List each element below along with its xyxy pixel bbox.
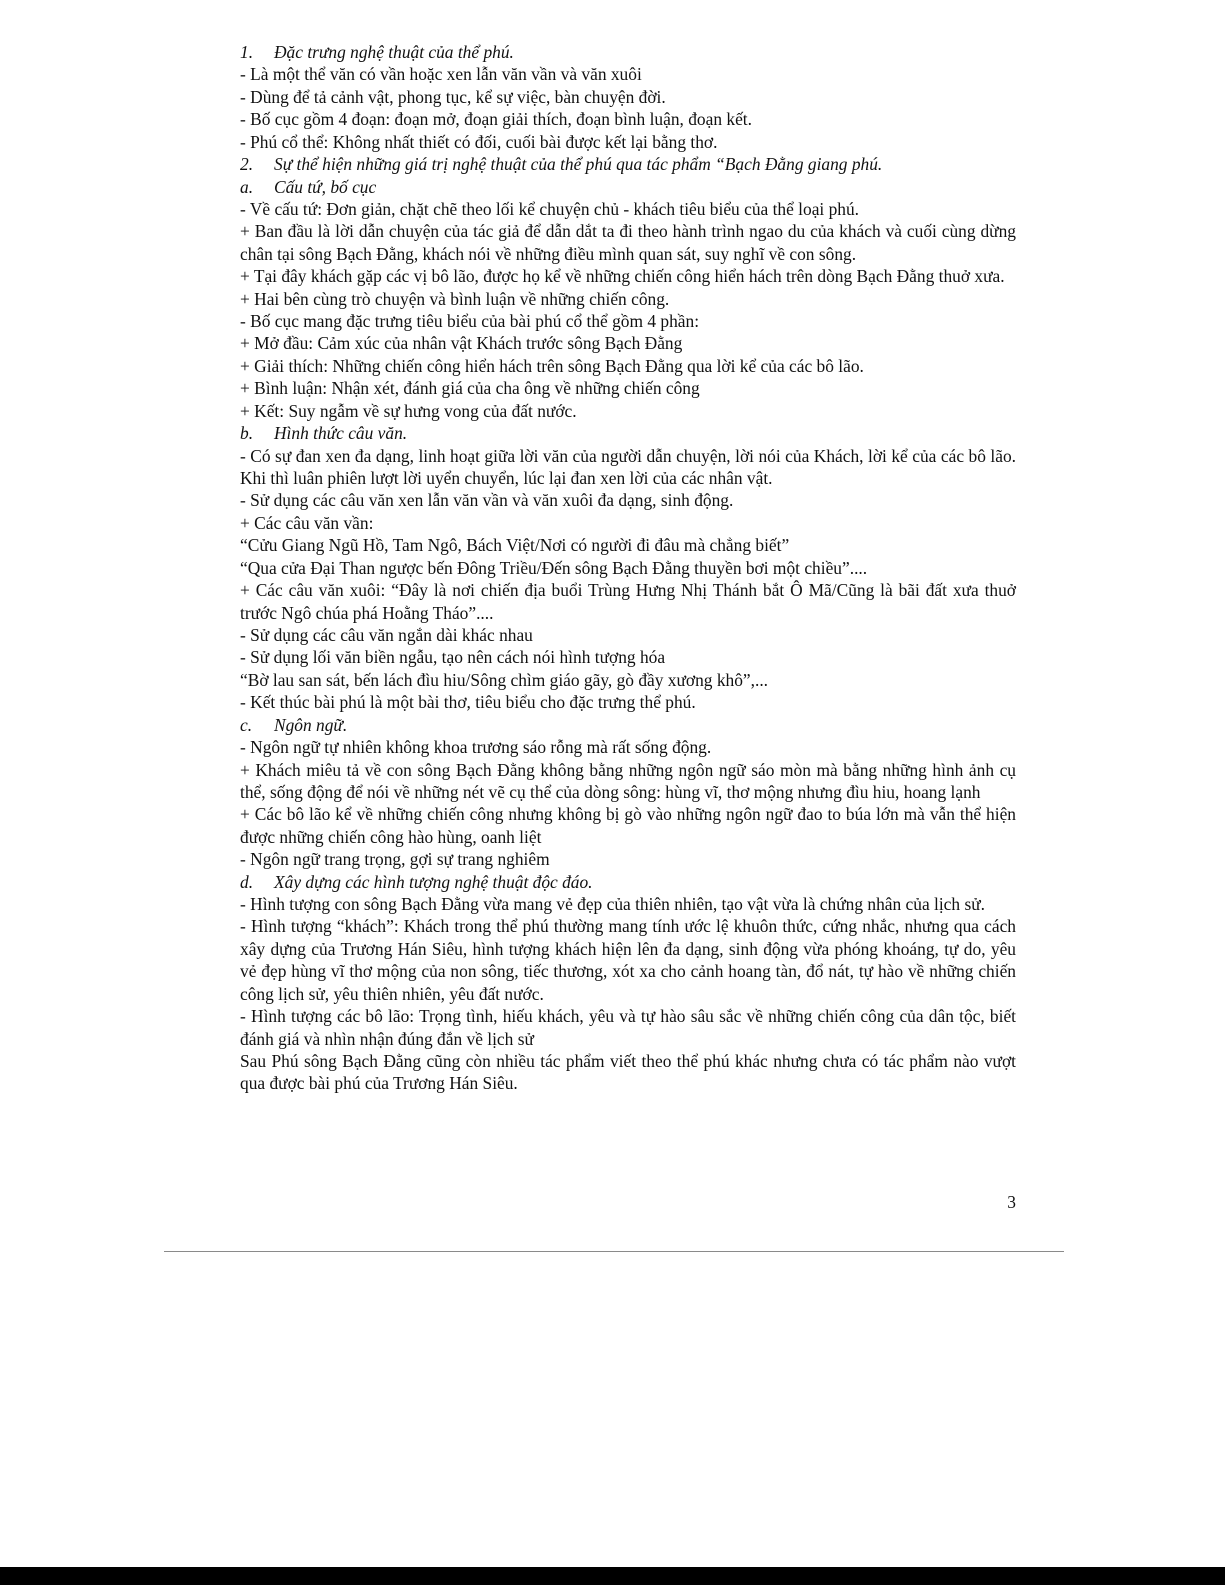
paragraph: Sau Phú sông Bạch Đằng cũng còn nhiều tác phẩm viết theo thể phú khác nhưng chưa có tác phẩm nào vượt qua được bài phú của Trương Hán Siêu. (240, 1050, 1016, 1094)
bottom-bar (0, 1567, 1225, 1585)
paragraph: + Ban đầu là lời dẫn chuyện của tác giả để dẫn dắt ta đi theo hành trình ngao du của khách và cuối cùng dừng chân tại sông Bạch Đằng, khách nói về những điều mình quan sát, suy nghĩ về con sông. (240, 221, 1016, 264)
paragraph: - Kết thúc bài phú là một bài thơ, tiêu biểu cho đặc trưng thể phú. (240, 692, 696, 713)
document-body (240, 41, 1016, 1095)
heading-text: Sự thể hiện những giá trị nghệ thuật của thể phú qua tác phẩm “Bạch Đằng giang phú. (274, 154, 883, 175)
heading-number: a. (240, 176, 254, 197)
paragraph: + Mở đầu: Cảm xúc của nhân vật Khách trước sông Bạch Đằng (240, 333, 683, 354)
heading-number: 2. (240, 154, 254, 175)
heading-text: Xây dựng các hình tượng nghệ thuật độc đáo. (274, 871, 593, 892)
paragraph: - Hình tượng các bô lão: Trọng tình, hiếu khách, yêu và tự hào sâu sắc về những chiến công của dân tộc, biết đánh giá và nhìn nhận đúng đắn về lịch sử (240, 1006, 1016, 1049)
heading-text: Cấu tứ, bố cục (274, 176, 377, 197)
heading-number: b. (240, 423, 254, 444)
paragraph: - Có sự đan xen đa dạng, linh hoạt giữa lời văn của người dẫn chuyện, lời nói của Khách, lời kể của các bô lão. Khi thì luân phiên lượt lời uyển chuyển, lúc lại đan xen lời của các nhân vật. (240, 445, 1016, 489)
paragraph: + Bình luận: Nhận xét, đánh giá của cha ông về những chiến công (240, 378, 700, 399)
paragraph: - Dùng để tả cảnh vật, phong tục, kể sự việc, bàn chuyện đời. (240, 86, 666, 107)
heading-number: d. (240, 871, 254, 892)
heading-text: Hình thức câu văn. (274, 423, 408, 444)
paragraph: “Qua cửa Đại Than ngược bến Đông Triều/Đến sông Bạch Đằng thuyền bơi một chiều”.... (240, 557, 868, 578)
page-number: 3 (1007, 1192, 1016, 1212)
paragraph: + Các câu văn vần: (240, 512, 374, 533)
section-heading (240, 153, 1016, 175)
heading-text: Ngôn ngữ. (274, 714, 348, 735)
paragraph: “Bờ lau san sát, bến lách đìu hiu/Sông chìm giáo gãy, gò đầy xương khô”,... (240, 669, 769, 690)
paragraph: - Bố cục gồm 4 đoạn: đoạn mở, đoạn giải thích, đoạn bình luận, đoạn kết. (240, 109, 752, 130)
paragraph: + Hai bên cùng trò chuyện và bình luận về những chiến công. (240, 288, 670, 309)
heading-text: Đặc trưng nghệ thuật của thể phú. (274, 42, 514, 62)
paragraph: - Ngôn ngữ tự nhiên không khoa trương sáo rỗng mà rất sống động. (240, 737, 712, 758)
paragraph: - Sử dụng lối văn biền ngẫu, tạo nên cách nói hình tượng hóa (240, 647, 666, 668)
paragraph: - Hình tượng “khách”: Khách trong thể phú thường mang tính ước lệ khuôn thức, cứng nhắc, nhưng qua cách xây dựng của Trương Hán Siêu, hình tượng khách hiện lên đa dạng, sinh động vừa phóng khoáng, tự do, yêu vẻ đẹp hùng vĩ thơ mộng của non sông, tiếc thương, xót xa cho cảnh hoang tàn, đổ nát, tự hào về những chiến công lịch sử, yêu thiên nhiên, yêu đất nước. (240, 916, 1016, 1004)
heading-number: c. (240, 714, 253, 735)
paragraph: “Cửu Giang Ngũ Hồ, Tam Ngô, Bách Việt/Nơi có người đi đâu mà chẳng biết” (240, 535, 790, 556)
section-heading (240, 871, 1016, 893)
paragraph: + Các câu văn xuôi: “Đây là nơi chiến địa buổi Trùng Hưng Nhị Thánh bắt Ô Mã/Cũng là bãi đất xưa thuở trước Ngô chúa phá Hoằng Tháo”.... (240, 580, 1016, 623)
paragraph: - Sử dụng các câu văn ngắn dài khác nhau (240, 624, 533, 645)
section-heading (240, 714, 1016, 736)
section-heading (240, 422, 1016, 444)
section-heading (240, 176, 1016, 198)
paragraph: + Khách miêu tả về con sông Bạch Đằng không bằng những ngôn ngữ sáo mòn mà bằng những hình ảnh cụ thể, sống động để nói về những nét vẽ cụ thể của dòng sông: hùng vĩ, thơ mộng nhưng đìu hiu, hoang lạnh (240, 759, 1016, 802)
paragraph: - Sử dụng các câu văn xen lẫn văn vần và văn xuôi đa dạng, sinh động. (240, 490, 734, 511)
paragraph: - Là một thể văn có vần hoặc xen lẫn văn vần và văn xuôi (240, 64, 642, 85)
heading-number: 1. (240, 42, 254, 62)
paragraph: + Giải thích: Những chiến công hiển hách trên sông Bạch Đằng qua lời kể của các bô lão. (240, 355, 864, 376)
section-heading (240, 41, 1016, 63)
paragraph: + Tại đây khách gặp các vị bô lão, được họ kể về những chiến công hiển hách trên dòng Bạch Đằng thuở xưa. (240, 266, 1005, 287)
page-separator (164, 1251, 1064, 1252)
paragraph: - Phú cổ thể: Không nhất thiết có đối, cuối bài được kết lại bằng thơ. (240, 131, 718, 152)
paragraph: - Về cấu tứ: Đơn giản, chặt chẽ theo lối kể chuyện chủ - khách tiêu biểu của thể loại phú. (240, 198, 860, 219)
paragraph: - Ngôn ngữ trang trọng, gợi sự trang nghiêm (240, 849, 550, 870)
paragraph: - Hình tượng con sông Bạch Đằng vừa mang vẻ đẹp của thiên nhiên, tạo vật vừa là chứng nhân của lịch sử. (240, 894, 985, 915)
paragraph: + Kết: Suy ngẫm về sự hưng vong của đất nước. (240, 400, 577, 421)
paragraph: - Bố cục mang đặc trưng tiêu biểu của bài phú cổ thể gồm 4 phần: (240, 311, 700, 332)
paragraph: + Các bô lão kể về những chiến công nhưng không bị gò vào những ngôn ngữ đao to búa lớn mà vẫn thể hiện được những chiến công hào hùng, oanh liệt (240, 804, 1016, 847)
